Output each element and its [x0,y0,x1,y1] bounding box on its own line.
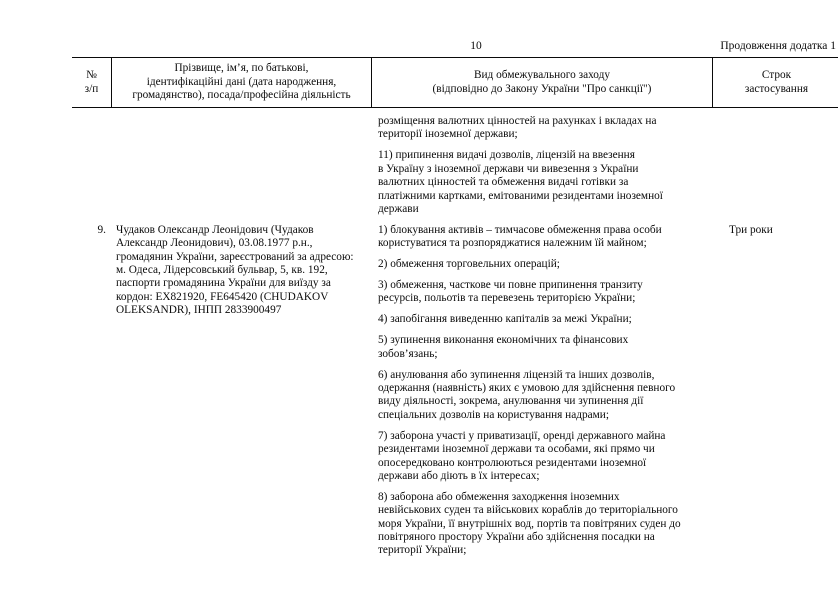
measure-paragraph-7 [378,430,703,484]
measure-paragraph-8-line-1: невійськових суден та військових кораблів до територіального [378,504,678,517]
running-head [72,38,838,54]
person-line-6: OLEKSANDR), ІНПП 2833900497 [116,304,282,317]
person-line-4: паспорти громадянина України для виїзду за [116,277,331,290]
row-number: 9. [97,223,106,236]
table-body [72,108,838,558]
table-row [72,224,838,558]
measure-paragraph-3-line-1: ресурсів, польотів та перевезень територією України; [378,292,636,305]
table-header-row [72,58,838,108]
row-measures [372,224,713,558]
continuation-paragraph-1-line-2: валютних цінностей та обмеження видачі готівки за [378,176,629,189]
continuation-paragraph-1-line-4: держави [378,202,419,215]
continuation-label: Продовження додатка 1 [720,40,836,52]
person-line-3: м. Одеса, Лідерсовський бульвар, 5, кв. 192, [116,264,328,277]
measure-paragraph-7-line-1: резидентами іноземної держави та особами, які прямо чи [378,443,655,456]
continuation-measure-cell [372,108,713,224]
row-person-details [112,224,372,318]
measure-paragraph-8-line-3: повітряного простору України або здійснення посадки на [378,531,655,544]
column-header-measure [372,58,713,107]
measure-paragraph-8 [378,491,703,558]
continuation-paragraph-0-line-1: території іноземної держави; [378,128,518,141]
measure-paragraph-8-line-2: моря України, її внутрішніх вод, портів та повітряних суден до [378,517,681,530]
column-header-number-line-2: з/п [84,82,99,95]
column-header-term [713,58,838,107]
continuation-paragraph-1-line-0: 11) припинення видачі дозволів, ліцензій на ввезення [378,149,635,162]
column-header-term-line-1: Строк [761,68,792,81]
continuation-paragraph-1-line-1: в Україну з іноземної держави чи вивезення з України [378,162,639,175]
measure-paragraph-6-line-3: спеціальних дозволів на користування надрами; [378,408,609,421]
column-header-measure-line-2: (відповідно до Закону України "Про санкції") [432,82,652,95]
person-line-5: кордон: EX821920, FE645420 (CHUDAKOV [116,290,329,303]
column-header-number [72,58,112,107]
column-header-person [112,58,372,107]
measure-paragraph-1 [378,224,703,251]
column-header-person-line-3: громадянство), посада/професійна діяльність [132,89,351,102]
measure-paragraph-3-line-0: 3) обмеження, часткове чи повне припинення транзиту [378,279,643,292]
measure-paragraph-6-line-0: 6) анулювання або зупинення ліцензій та інших дозволів, [378,368,655,381]
column-header-measure-line-1: Вид обмежувального заходу [473,68,611,81]
sanctions-table [72,57,838,558]
measure-paragraph-8-line-4: території України; [378,544,467,557]
measure-paragraph-7-line-3: держави або діють в їх інтересах; [378,469,540,482]
person-line-2: громадянин України, зареєстрований за адресою: [116,250,354,263]
measure-paragraph-7-line-0: 7) заборона участі у приватизації, оренді державного майна [378,429,666,442]
continuation-paragraph-1-line-3: платіжними картками, емітованими резидентами іноземної [378,189,663,202]
measure-paragraph-5-line-1: зобов’язань; [378,347,438,360]
page-number: 10 [470,40,482,52]
measure-paragraph-6-line-2: виду діяльності, зокрема, анулювання чи зупинення дії [378,395,644,408]
measure-paragraph-2-line-0: 2) обмеження торговельних операцій; [378,258,560,271]
measure-paragraph-1-line-1: користуватися та розпоряджатися належним їй майном; [378,237,647,250]
measure-paragraph-6-line-1: одержання (наявність) яких є умовою для здійснення певного [378,382,676,394]
measure-paragraph-5-line-0: 5) зупинення виконання економічних та фінансових [378,334,629,347]
measure-paragraph-4-line-0: 4) запобігання виведенню капіталів за межі України; [378,313,632,326]
measure-paragraph-7-line-2: опосередковано контролюються резидентами іноземної [378,456,647,469]
person-line-1: Александр Леонидович), 03.08.1977 р.н., [116,237,313,250]
measure-paragraph-4 [378,313,703,326]
column-header-term-line-2: застосування [744,82,809,95]
column-header-number-line-1: № [86,68,97,81]
measure-paragraph-6 [378,369,703,423]
measure-paragraph-2 [378,258,703,271]
column-header-person-line-1: Прізвище, ім’я, по батькові, [174,62,309,75]
table-row-continuation [72,108,838,224]
measure-paragraph-3 [378,279,703,306]
row-term: Три роки [729,223,773,236]
person-line-0: Чудаков Олександр Леонідович (Чудаков [116,223,314,236]
continuation-paragraph-0-line-0: розміщення валютних цінностей на рахунках і вкладах на [378,115,657,127]
measure-paragraph-1-line-0: 1) блокування активів – тимчасове обмеження права особи [378,223,662,236]
measure-paragraph-5 [378,334,703,361]
column-header-person-line-2: ідентифікаційні дані (дата народження, [146,75,337,88]
continuation-paragraph-0 [378,115,703,142]
measure-paragraph-8-line-0: 8) заборона або обмеження заходження іноземних [378,490,620,503]
continuation-paragraph-1 [378,149,703,216]
